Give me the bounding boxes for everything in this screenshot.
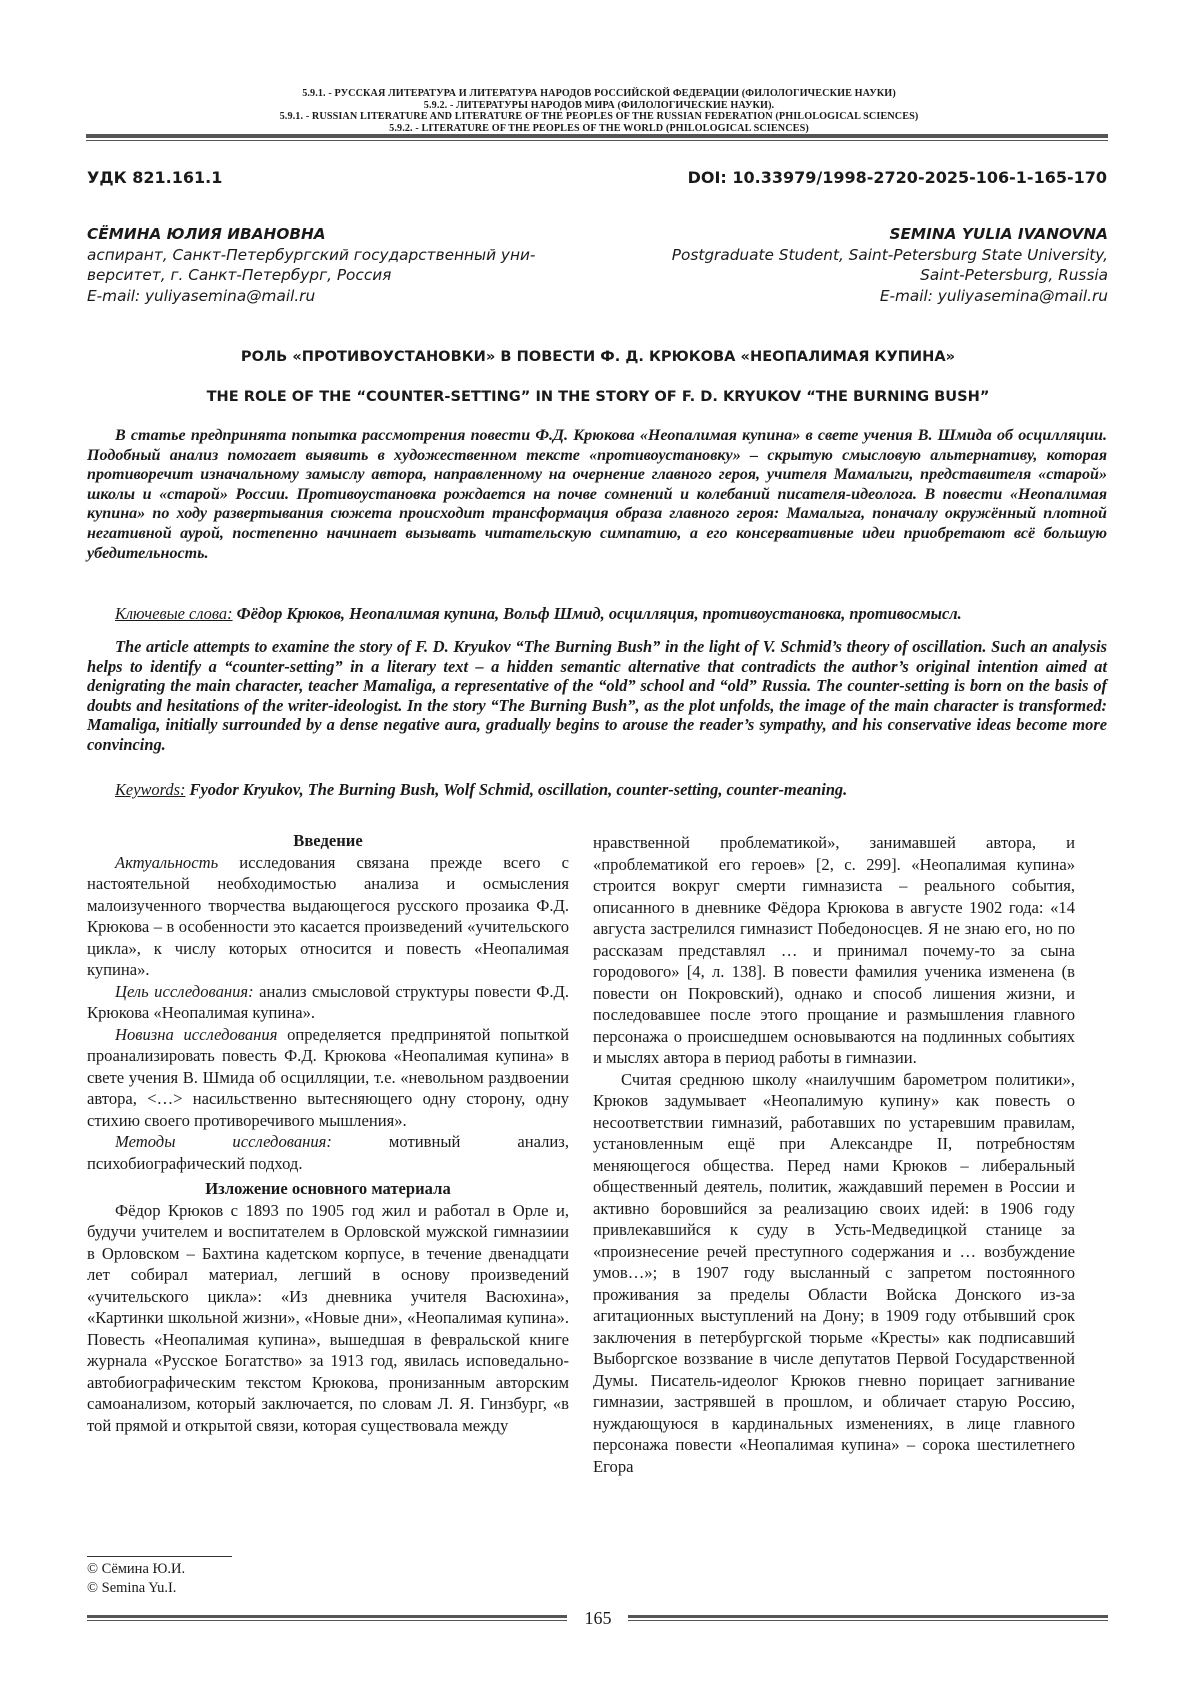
header-rule	[86, 134, 1108, 141]
doi[interactable]: DOI: 10.33979/1998-2720-2025-106-1-165-170	[687, 168, 1107, 187]
rubric-line: 5.9.1. - RUSSIAN LITERATURE AND LITERATURE OF THE PEOPLES OF THE RUSSIAN FEDERATION (PHILOLOGICAL SCIENCES)	[279, 111, 919, 123]
rubric-line: 5.9.2. - ЛИТЕРАТУРЫ НАРОДОВ МИРА (ФИЛОЛОГИЧЕСКИЕ НАУКИ).	[423, 99, 775, 111]
copyright-block	[87, 1560, 185, 1598]
author-email-en[interactable]: E-mail: yuliyasemina@mail.ru	[879, 286, 1108, 305]
paragraph: Новизна исследования определяется предпринятой попыткой проанализировать повесть Ф.Д. Крюкова «Неопалимая купина» в свете учения В. Шмида об осцилляции, т.е. «невольном раздвоении автора, <…> насильственно вытесняющего одну сторону, одну стихию своего противоречивого мышления».	[87, 1024, 569, 1130]
rubric-line: 5.9.1. - РУССКАЯ ЛИТЕРАТУРА И ЛИТЕРАТУРА НАРОДОВ РОССИЙСКОЙ ФЕДЕРАЦИИ (ФИЛОЛОГИЧЕСКИЕ НАУКИ)	[302, 88, 896, 99]
paragraph: Считая среднюю школу «наилучшим барометром политики», Крюков задумывает «Неопалимую купину» как повесть о несоответствии гимназий, работавших по устаревшим правилам, установленным ещё при Александре II, потребностям меняющегося общества. Перед нами Крюков – либеральный общественный деятель, политик, жаждавший перемен в России и активно боровшийся за реализацию своих идей: в 1906 году привлекавшийся к суду в Усть-Медведицкой станице за «произнесение речей преступного содержания и … возбуждение умов…»; в 1907 году высланный с запретом постоянного проживания за пределы Области Войска Донского из-за агитационных выступлений на Дону; в 1909 году отбывший срок заключения в петербургской тюрьме «Кресты» как подписавший Выборгское воззвание в числе депутатов Первой Государственной Думы. Писатель-идеолог Крюков гневно порицает загнивание гимназии, застрявшей в прошлом, и обличает старую Россию, нуждающуюся в кардинальных изменениях, в лице главного персонажа повести «Неопалимая купина» – сорока шестилетнего Егора	[593, 1069, 1075, 1476]
author-affiliation-ru: верситет, г. Санкт-Петербург, Россия	[87, 266, 392, 284]
rubric-line: 5.9.2. - LITERATURE OF THE PEOPLES OF THE WORLD (PHILOLOGICAL SCIENCES)	[389, 122, 809, 134]
article-title-ru: РОЛЬ «ПРОТИВОУСТАНОВКИ» В ПОВЕСТИ Ф. Д. КРЮКОВА «НЕОПАЛИМАЯ КУПИНА»	[240, 348, 956, 365]
author-affiliation-en: Saint-Petersburg, Russia	[920, 266, 1108, 284]
copyright-en: © Semina Yu.I.	[87, 1580, 177, 1596]
keywords-ru-label: Ключевые слова:	[115, 604, 233, 623]
author-email-ru[interactable]: E-mail: yuliyasemina@mail.ru	[87, 286, 316, 305]
paragraph: Цель исследования: анализ смысловой структуры повести Ф.Д. Крюкова «Неопалимая купина».	[87, 981, 569, 1022]
author-name-en: SEMINA YULIA IVANOVNA	[889, 225, 1108, 243]
keywords-en-label: Keywords:	[115, 780, 186, 799]
udk-code: УДК 821.161.1	[87, 168, 223, 187]
abstract-en-text: The article attempts to examine the story of F. D. Kryukov “The Burning Bush” in the light of V. Schmid’s theory of oscillation. Such an analysis helps to identify a “counter-setting” in a literary text – a hidden semantic alternative that contradicts the author’s original intention aimed at denigrating the main character, teacher Mamaliga, a representative of the “old” school and “old” Russia. The counter-setting is born on the basis of doubts and hesitations of the writer-ideologist. In the story “The Burning Bush”, as the plot unfolds, the image of the main character is transformed: Mamaliga, initially surrounded by a dense negative aura, gradually begins to arouse the reader’s sympathy, and his conservative ideas become more convincing.	[87, 637, 1107, 754]
author-block-en	[608, 224, 1108, 306]
paragraph: Методы исследования: мотивный анализ, психобиографический подход.	[87, 1132, 569, 1173]
author-name-ru: СЁМИНА ЮЛИЯ ИВАНОВНА	[87, 225, 326, 243]
copyright-ru: © Сёмина Ю.И.	[87, 1561, 186, 1577]
footnote-rule	[87, 1556, 232, 1557]
author-block-ru	[87, 224, 587, 306]
section-heading-intro: Введение	[293, 831, 363, 850]
author-affiliation-en: Postgraduate Student, Saint-Petersburg State University,	[671, 245, 1108, 264]
abstract-ru	[87, 426, 1107, 563]
abstract-ru-text: В статье предпринята попытка рассмотрения повести Ф.Д. Крюкова «Неопалимая купина» в свете учения В. Шмида об осцилляции. Подобный анализ помогает выявить в художественном тексте «противоустановку» – скрытую смысловую альтернативу, которая противоречит изначальному замыслу автора, направленному на очернение главного героя, учителя Мамалыги, представителя «старой» школы и «старой» России. Противоустановка рождается на почве сомнений и колебаний писателя-идеолога. В повести «Неопалимая купина» по ходу развертывания сюжета происходит трансформация образа главного героя: Мамалыга, поначалу окружённый плотной негативной аурой, постепенно начинает вызывать читательскую симпатию, а его консервативные идеи приобретают всё большую убедительность.	[87, 427, 1107, 562]
keywords-en-text: Fyodor Kryukov, The Burning Bush, Wolf Schmid, oscillation, counter-setting, counter-meaning.	[185, 780, 848, 799]
section-heading-main: Изложение основного материала	[205, 1179, 451, 1198]
abstract-en	[87, 637, 1107, 755]
footer-rule-right	[628, 1615, 1108, 1621]
author-affiliation-ru: аспирант, Санкт-Петербургский государственный уни-	[87, 245, 536, 264]
paragraph: нравственной проблематикой», занимавшей автора, и «проблематикой его героев» [2, с. 299]. «Неопалимая купина» строится вокруг смерти гимназиста – реального события, описанного в дневнике Фёдора Крюкова в августе 1902 года: «14 августа застрелился гимназист Победоносцев. Я не знаю его, но по рассказам представлял … и принимал почему-то за сына городового» [4, л. 138]. В повести фамилия ученика изменена (в повести он Покровский), однако и способ лишения жизни, и последовавшее после этого прощание и размышления главного персонажа о происшедшем основываются на подлинных событиях и мыслях автора в период работы в гимназии.	[593, 833, 1075, 1067]
paragraph: Актуальность исследования связана прежде всего с настоятельной необходимостью анализа и осмысления малоизученного творчества выдающегося русского прозаика Ф.Д. Крюкова – в особенности это касается произведений «учительского цикла», к числу которых относится и повесть «Неопалимая купина».	[87, 852, 569, 979]
paragraph: Фёдор Крюков с 1893 по 1905 год жил и работал в Орле и, будучи учителем и воспитателем в Орловской мужской гимназиии в Орловском – Бахтина кадетском корпусе, в течение двенадцати лет собирал материал, легший в основу произведений «учительского цикла»: «Из дневника учителя Васюхина», «Картинки школьной жизни», «Новые дни», «Неопалимая купина». Повесть «Неопалимая купина», вышедшая в февральской книге журнала «Русское Богатство» за 1913 год, явилась исповедально-автобиографическим текстом Крюкова, пронизанным авторским самоанализом, который заключается, по словам Л. Я. Гинзбург, «в той прямой и открытой связи, которая существовала между	[87, 1200, 569, 1435]
body-column-left	[87, 830, 569, 1436]
article-title-en: THE ROLE OF THE “COUNTER-SETTING” IN THE STORY OF F. D. KRYUKOV “THE BURNING BUSH”	[206, 388, 990, 405]
keywords-ru	[115, 604, 1110, 624]
keywords-en	[115, 780, 1110, 800]
body-column-right	[593, 832, 1075, 1477]
page-number: 165	[584, 1608, 612, 1628]
rubric-header	[88, 88, 1110, 134]
keywords-ru-text: Фёдор Крюков, Неопалимая купина, Вольф Шмид, осцилляция, противоустановка, противосмысл.	[232, 604, 962, 623]
